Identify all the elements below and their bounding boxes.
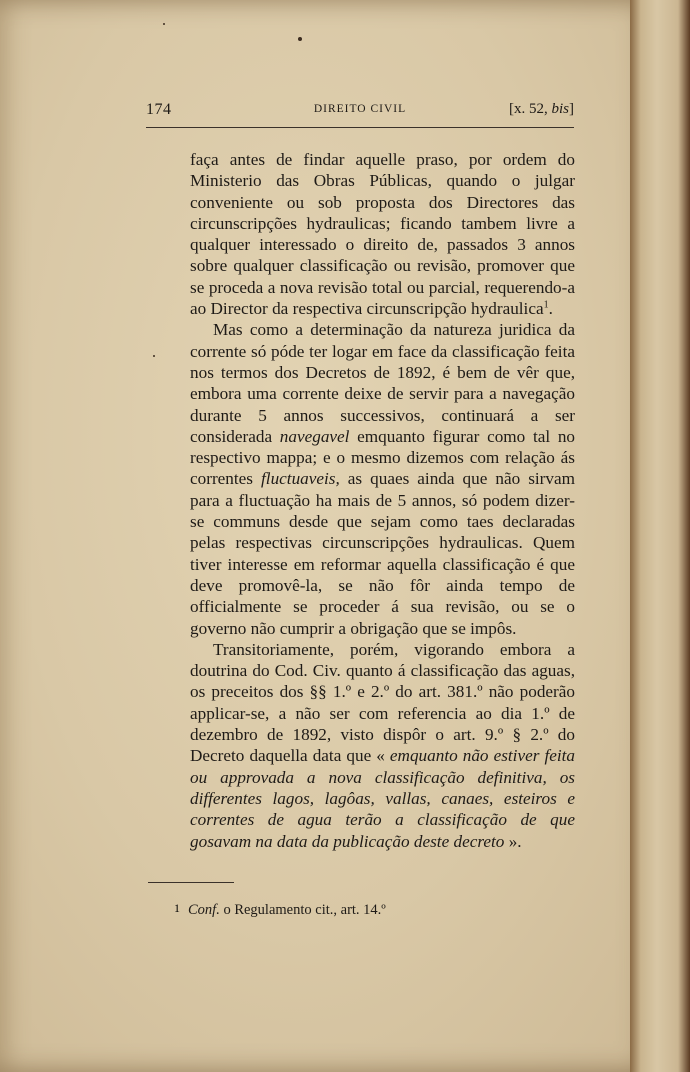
running-title: DIREITO CIVIL — [313, 103, 407, 115]
p3-text-1: Transitoriamente, porém, vigorando embora a doutrina do Cod. Civ. quanto á classificação das aguas, os preceitos dos §§ 1.º e 2.º do art. 381.º não poderão applicar-se, a não ser com referencia ao dia 1.º de dezembro de 1892, visto dispôr o art. 9.º § 2.º do Decreto daquella data que « — [190, 639, 575, 766]
footnote — [188, 901, 588, 919]
p3-text-2: ». — [504, 831, 522, 851]
section-ref-prefix: [x. 52, — [508, 101, 552, 117]
p2-text-2: emquanto figurar como tal no respectivo mappa; e o mesmo dizemos com relação ás correntes — [190, 426, 576, 489]
p2-text-3: as quaes ainda que não sirvam para a fluctuação ha mais de 5 annos, só podem dizer-se communs desde que sejam como taes declaradas pelas respectivas circunscripções hydraulicas. Quem tiver interesse em reformar aquella classificação é que deve promovê-la, se não fôr ainda tempo de officialmente se proceder á sua revisão, ou se o governo não cumprir a obrigação que se impôs. — [190, 469, 575, 638]
page-number: 174 — [146, 101, 172, 118]
p3-quotation: emquanto não estiver feita ou approvada a nova classificação definitiva, os differentes lagos, lagôas, vallas, canaes, esteiros e correntes de agua terão a classificação de que gosavam na data da publicação deste decreto — [190, 746, 575, 851]
footnote-rule — [148, 882, 234, 883]
section-ref-suffix: ] — [569, 101, 574, 117]
page-header — [146, 101, 574, 123]
footnote-italic: Conf. — [188, 902, 220, 918]
p2-italic-fluctuaveis: fluctuaveis, — [261, 469, 340, 489]
footnote-mark: 1 — [174, 901, 180, 915]
section-reference — [509, 101, 574, 118]
ink-speck — [298, 37, 302, 41]
p1-end: . — [548, 299, 553, 319]
footnote-ref: 1 — [543, 299, 549, 311]
ink-speck — [153, 355, 155, 357]
p2-text-1: Mas como a determinação da natureza juridica da corrente só póde ter logar em face da classificação feita nos termos dos Decretos de 1892, é bem de vêr que, embora uma corrente deixe de servir para a navegação durante 5 annos successivos, continuará a ser considerada — [190, 320, 575, 446]
footnote-text: o Regulamento cit., art. 14.º — [219, 902, 386, 918]
section-ref-italic: bis — [551, 101, 569, 117]
paragraph-2 — [190, 319, 575, 638]
header-rule — [146, 127, 574, 128]
p1-text: faça antes de findar aquelle praso, por ordem do Ministerio das Obras Públicas, quando o julgar conveniente ou sob proposta dos Directores das circunscripções hydraulicas; ficando tambem livre a qualquer interessado o direito de, passados 3 annos sobre qualquer classificação ou revisão, promover que se proceda a nova revisão total ou parcial, requerendo-a ao Director da respectiva circunscripção hydraulica — [190, 150, 575, 319]
p2-italic-navegavel: navegavel — [279, 426, 350, 446]
ink-speck — [163, 23, 165, 25]
body-text — [190, 149, 575, 852]
paragraph-3 — [190, 639, 575, 852]
next-page-edge — [630, 0, 690, 1072]
paragraph-1 — [190, 149, 575, 319]
